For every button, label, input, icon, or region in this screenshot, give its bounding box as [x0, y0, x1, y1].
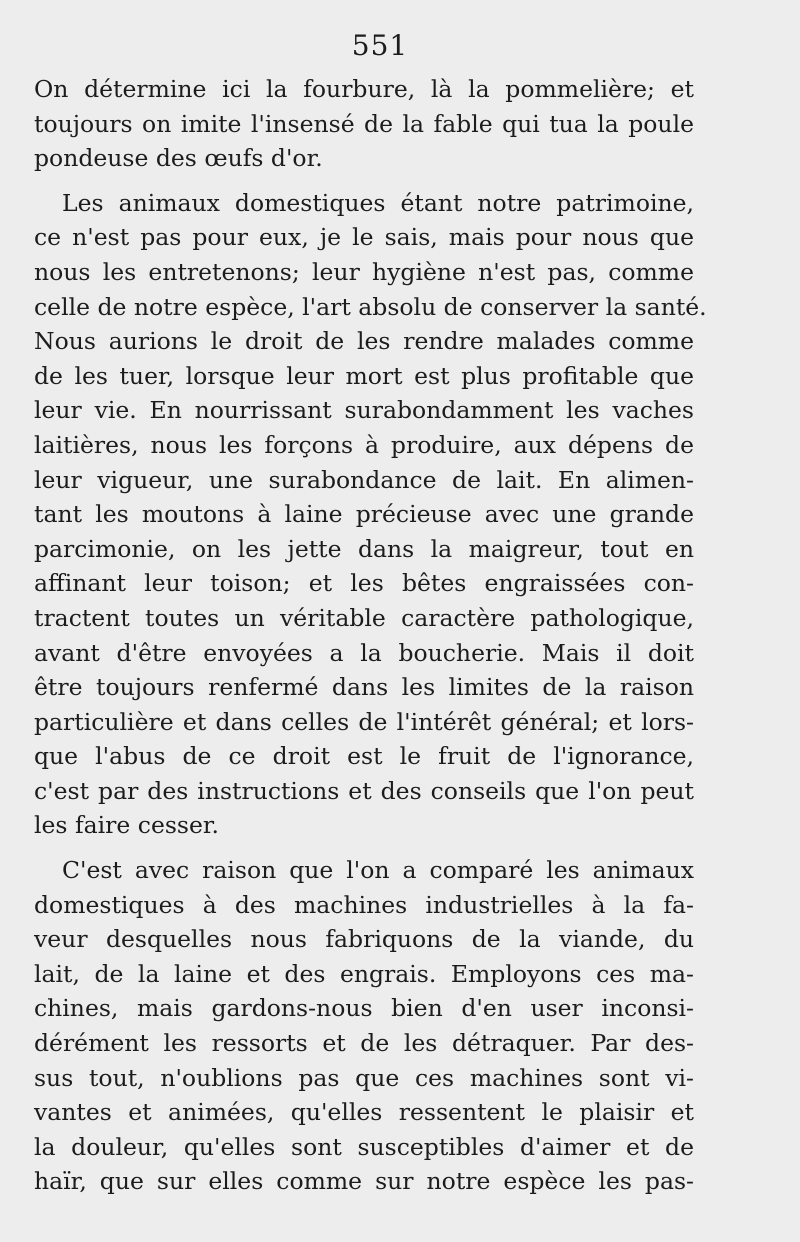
text-line: tractent toutes un véritable caractère pathologique, [34, 603, 694, 632]
text-line: avant d'être envoyées a la boucherie. Mais il doit [34, 638, 694, 667]
text-line: lait, de la laine et des engrais. Employons ces ma- [34, 959, 694, 988]
page-number: 551 [351, 29, 409, 62]
text-line: laitières, nous les forçons à produire, aux dépens de [34, 430, 694, 459]
paragraph [34, 186, 707, 843]
text-line: pondeuse des œufs d'or. [34, 144, 323, 173]
text-line: que l'abus de ce droit est le fruit de l'ignorance, [34, 742, 694, 771]
text-line: dérément les ressorts et de les détraquer. Par des- [34, 1029, 694, 1058]
text-line: On détermine ici la fourbure, là la pommelière; et [34, 75, 694, 103]
paragraph [34, 72, 694, 176]
text-line: domestiques à des machines industrielles à la fa- [34, 890, 694, 919]
paragraph [34, 853, 694, 1199]
text-line: Les animaux domestiques étant notre patrimoine, [62, 188, 694, 217]
text-line: nous les entretenons; leur hygiène n'est pas, comme [34, 257, 694, 286]
text-line: C'est avec raison que l'on a comparé les animaux [62, 856, 694, 885]
text-line: vantes et animées, qu'elles ressentent le plaisir et [34, 1098, 694, 1127]
text-line: toujours on imite l'insensé de la fable qui tua la poule [34, 109, 694, 138]
text-line: tant les moutons à laine précieuse avec une grande [34, 500, 694, 529]
text-line: parcimonie, on les jette dans la maigreur, tout en [34, 534, 694, 563]
text-line: être toujours renfermé dans les limites de la raison [34, 673, 694, 702]
paragraph-gap [34, 843, 694, 853]
text-line: sus tout, n'oublions pas que ces machines sont vi- [34, 1063, 694, 1092]
paragraph-gap [34, 176, 694, 186]
text-line: celle de notre espèce, l'art absolu de conserver la santé. [34, 292, 707, 321]
text-line: la douleur, qu'elles sont susceptibles d'aimer et de [34, 1132, 694, 1161]
text-line: veur desquelles nous fabriquons de la viande, du [34, 925, 694, 954]
text-line: de les tuer, lorsque leur mort est plus profitable que [34, 361, 694, 390]
body-text [34, 72, 707, 1199]
text-line: chines, mais gardons-nous bien d'en user inconsi- [34, 994, 694, 1023]
text-line: particulière et dans celles de l'intérêt général; et lors- [34, 707, 694, 736]
text-line: les faire cesser. [34, 811, 220, 840]
text-line: haïr, que sur elles comme sur notre espèce les pas- [34, 1167, 694, 1196]
text-line: c'est par des instructions et des conseils que l'on peut [34, 776, 694, 805]
text-line: Nous aurions le droit de les rendre malades comme [34, 327, 694, 356]
text-line: leur vie. En nourrissant surabondamment les vaches [34, 396, 694, 425]
text-line: leur vigueur, une surabondance de lait. En alimen- [34, 465, 694, 494]
text-line: ce n'est pas pour eux, je le sais, mais pour nous que [34, 223, 694, 252]
text-line: affinant leur toison; et les bêtes engraissées con- [34, 569, 694, 598]
